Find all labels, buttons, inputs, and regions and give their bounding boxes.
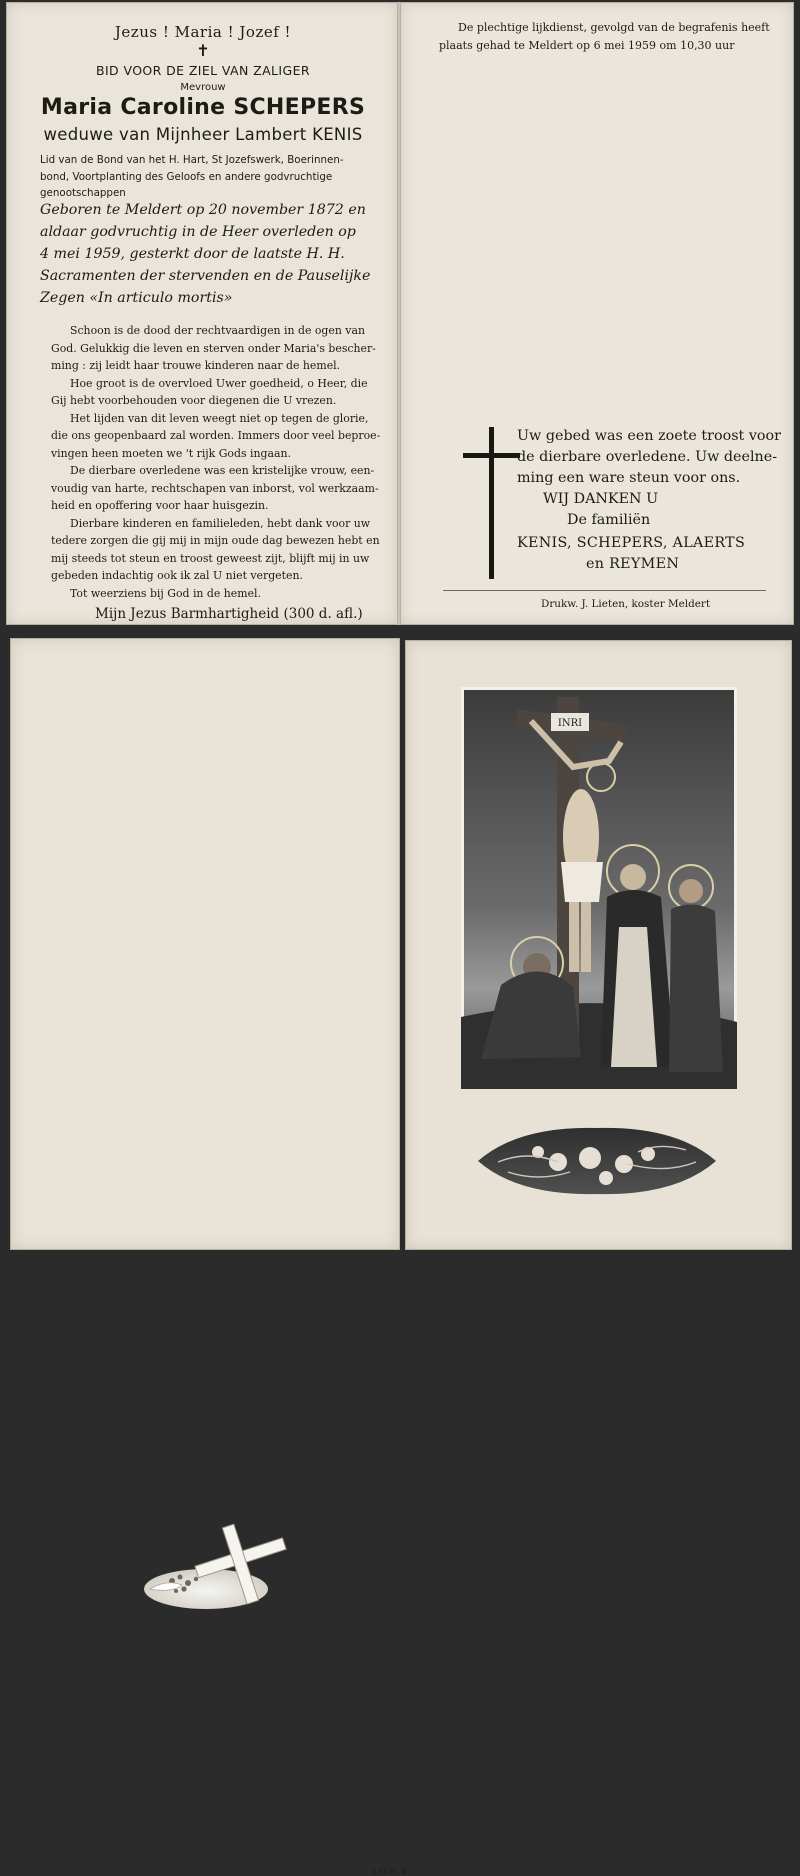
large-cross-bar — [463, 453, 520, 458]
body-line: Het lijden van dit leven weegt niet op tegen de glorie, — [70, 412, 369, 425]
biography-line: aldaar godvruchtig in de Heer overleden op — [40, 224, 356, 240]
body-line: mij steeds tot steun en troost geweest zijt, blijft mij in uw — [51, 552, 370, 565]
body-line: Dierbare kinderen en familieleden, hebt dank voor uw — [70, 517, 371, 530]
memorial-card-right-page — [400, 2, 794, 625]
membership-line: Lid van de Bond van het H. Hart, St Jozefswerk, Boerinnen- — [40, 154, 344, 166]
card-back-cover — [10, 638, 408, 1876]
family-names: KENIS, SCHEPERS, ALAERTS — [517, 535, 746, 551]
funeral-notice-line: plaats gehad te Meldert op 6 mei 1959 om 10,30 uur — [439, 39, 735, 52]
body-line: Hoe groot is de overvloed Uwer goedheid, o Heer, die — [70, 377, 368, 390]
invocation: Jezus ! Maria ! Jozef ! — [114, 23, 292, 41]
body-line: De dierbare overledene was een kristelijke vrouw, een- — [70, 464, 375, 477]
body-line: vingen heen moeten we 't rijk Gods ingaan. — [51, 447, 291, 460]
body-line: Tot weerziens bij God in de hemel. — [70, 587, 261, 600]
family-names: en REYMEN — [586, 556, 680, 572]
inri-sign: INRI — [557, 718, 583, 729]
thanks-line: Uw gebed was een zoete troost voor — [517, 428, 781, 444]
biography-line: Sacramenten der stervenden en de Pauselijke — [40, 268, 371, 284]
body-line: die ons geopenbaard zal worden. Immers door veel beproe- — [51, 429, 381, 442]
publisher-code: I.O.B. 6 — [373, 1867, 408, 1876]
funeral-notice-line: De plechtige lijkdienst, gevolgd van de begrafenis heeft — [458, 21, 770, 34]
biography-line: 4 mei 1959, gesterkt door de laatste H. H. — [40, 246, 345, 262]
printer-credit: Drukw. J. Lieten, koster Meldert — [541, 598, 711, 610]
body-line: voudig van harte, rechtschapen van inborst, vol werkzaam- — [51, 482, 379, 495]
body-line: Gij hebt voorbehouden voor diegenen die U vrezen. — [51, 394, 337, 407]
body-line: ming : zij leidt haar trouwe kinderen naar de hemel. — [51, 359, 341, 372]
thanks-line: de dierbare overledene. Uw deelne- — [517, 449, 778, 465]
prayer-title: BID VOOR DE ZIEL VAN ZALIGER — [96, 63, 310, 78]
membership-line: bond, Voortplanting des Geloofs en andere godvruchtige — [40, 171, 333, 183]
salutation: Mevrouw — [180, 82, 226, 93]
body-line: heid en opoffering voor haar huisgezin. — [51, 499, 269, 512]
flower-garland-image — [478, 1122, 716, 1200]
memorial-card-left-page — [6, 2, 398, 625]
large-cross-icon — [489, 427, 494, 579]
body-line: Schoon is de dood der rechtvaardigen in de ogen van — [70, 324, 365, 337]
membership-line: genootschappen — [40, 187, 126, 199]
widow-line: weduwe van Mijnheer Lambert KENIS — [43, 125, 363, 144]
body-line: tedere zorgen die gij mij in mijn oude dag bewezen hebt en — [51, 534, 380, 547]
deceased-name: Maria Caroline SCHEPERS — [40, 95, 366, 120]
we-thank-you: WIJ DANKEN U — [543, 491, 659, 507]
crucifixion-image — [461, 687, 737, 1089]
body-line: gebeden indachtig ook ik zal U niet vergeten. — [51, 569, 303, 582]
body-line: God. Gelukkig die leven en sterven onder Maria's bescher- — [51, 342, 376, 355]
families-label: De familiën — [567, 512, 651, 528]
biography-line: Geboren te Meldert op 20 november 1872 en — [40, 202, 366, 218]
thanks-line: ming een ware steun voor ons. — [517, 470, 741, 486]
indulgence-prayer: Mijn Jezus Barmhartigheid (300 d. afl.) — [95, 606, 363, 622]
biography-line: Zegen «In articulo mortis» — [40, 290, 233, 306]
small-cross-icon: ✝ — [196, 41, 210, 60]
cross-with-flowers-icon — [136, 1519, 306, 1619]
divider — [443, 590, 766, 591]
